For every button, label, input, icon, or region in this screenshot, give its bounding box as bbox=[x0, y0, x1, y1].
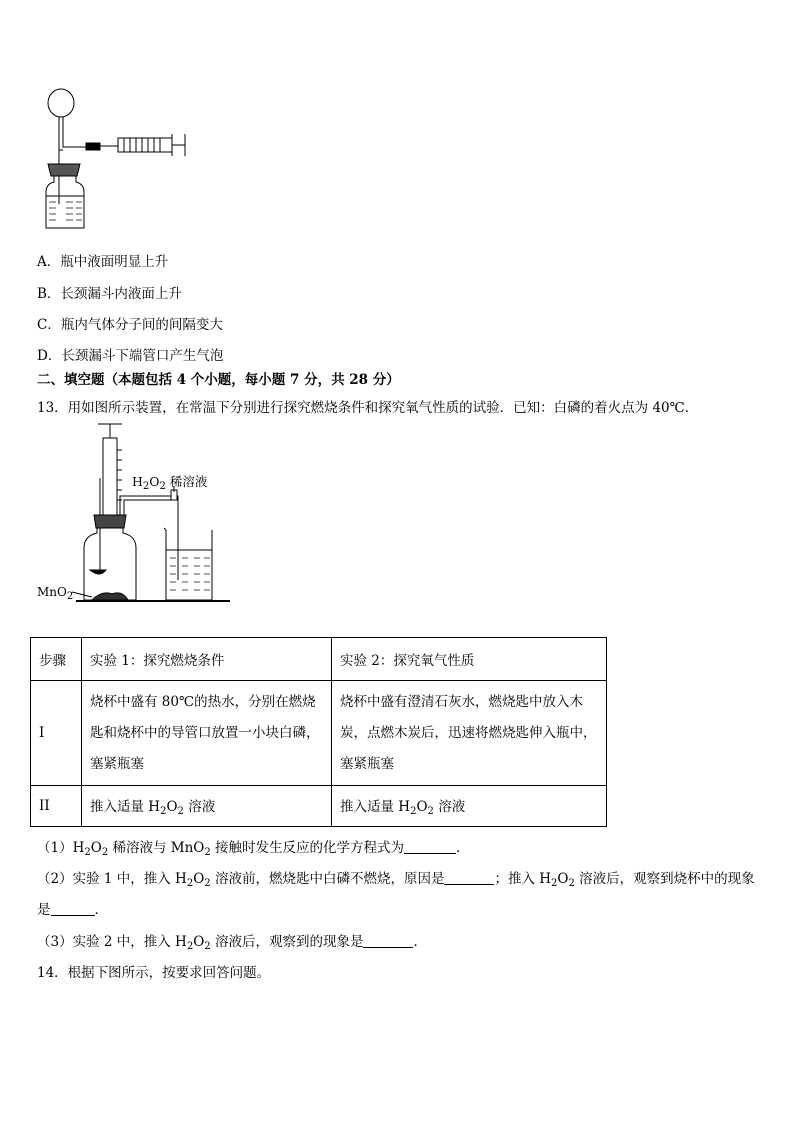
table-row bbox=[31, 681, 607, 786]
option-b: B．长颈漏斗内液面上升 bbox=[37, 286, 182, 302]
table-header-exp2: 实验 2：探究氧气性质 bbox=[332, 638, 607, 681]
experiment-table bbox=[30, 637, 607, 827]
apparatus-figure-syringe bbox=[40, 84, 200, 234]
answer-blank[interactable] bbox=[51, 903, 95, 916]
label-mno2: MnO$_2$ bbox=[37, 585, 74, 602]
label-h2o2-solution: $H_2O_2$ 稀溶液 bbox=[132, 474, 208, 492]
table-cell-exp1: 推入适量 $H_2O_2$ 溶液 bbox=[82, 786, 332, 827]
table-cell-exp1: 烧杯中盛有 80℃的热水，分别在燃烧匙和烧杯中的导管口放置一小块白磷，塞紧瓶塞 bbox=[82, 681, 332, 786]
answer-blank[interactable] bbox=[363, 935, 413, 948]
question-13-sub2-cont: 是 ． bbox=[37, 902, 108, 918]
question-14-stem: 14．根据下图所示，按要求回答问题。 bbox=[37, 965, 271, 981]
table-header-step: 步骤 bbox=[31, 638, 82, 681]
section-title: 二、填空题（本题包括 4 个小题，每小题 7 分，共 28 分） bbox=[37, 372, 400, 388]
question-13-sub1: $(1)H_2O_2$ 稀溶液与 MnO$_2$ 接触时发生反应的化学方程式为 ． bbox=[37, 840, 470, 858]
question-13-stem: 13．用如图所示装置，在常温下分别进行探究燃烧条件和探究氧气性质的试验．已知：白磷的着火点为 40℃． bbox=[37, 400, 699, 416]
option-d: D．长颈漏斗下端管口产生气泡 bbox=[37, 348, 224, 364]
option-c: C．瓶内气体分子间的间隔变大 bbox=[37, 317, 223, 333]
table-header-exp1: 实验 1：探究燃烧条件 bbox=[82, 638, 332, 681]
apparatus-figure-combustion bbox=[36, 420, 246, 605]
table-cell-step: I bbox=[31, 681, 82, 786]
option-a: A．瓶中液面明显上升 bbox=[37, 254, 169, 270]
question-13-sub3: （3）实验 2 中，推入 $H_2O_2$ 溶液后，观察到的现象是 ． bbox=[37, 934, 427, 952]
table-cell-exp2: 烧杯中盛有澄清石灰水，燃烧匙中放入木炭，点燃木炭后，迅速将燃烧匙伸入瓶中，塞紧瓶塞 bbox=[332, 681, 607, 786]
table-row bbox=[31, 786, 607, 827]
answer-blank[interactable] bbox=[404, 841, 456, 854]
table-cell-step: II bbox=[31, 786, 82, 827]
table-cell-exp2: 推入适量 $H_2O_2$ 溶液 bbox=[332, 786, 607, 827]
question-13-sub2: （2）实验 1 中，推入 $H_2O_2$ 溶液前，燃烧匙中白磷不燃烧，原因是 ；推入 $H_2O_2$ 溶液后，观察到烧杯中的现象 bbox=[37, 871, 755, 889]
answer-blank[interactable] bbox=[444, 872, 494, 885]
table-row bbox=[31, 638, 607, 681]
